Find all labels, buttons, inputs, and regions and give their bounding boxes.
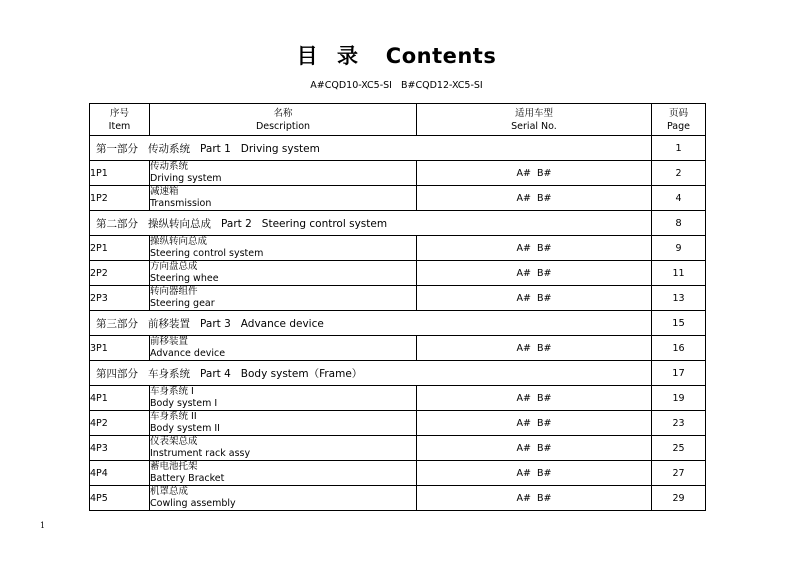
description-cn: 方向盘总成 [150,261,198,272]
page-ref: 15 [652,311,706,336]
header-item-en: Item [108,120,131,132]
page-ref: 27 [652,461,706,486]
serial-no: A# B# [417,336,652,361]
table-row[interactable] [90,236,706,261]
page-ref: 17 [652,361,706,386]
description-en: Instrument rack assy [150,448,251,459]
part-heading-row[interactable] [90,136,706,161]
description-en: Cowling assembly [150,498,236,509]
description-cn: 蓄电池托架 [150,461,198,472]
page-ref: 1 [652,136,706,161]
item-code: 2P2 [90,261,150,286]
table-row[interactable] [90,386,706,411]
serial-no: A# B# [417,486,652,511]
description-en: Body system II [150,423,220,434]
description-cn: 仪表架总成 [150,436,198,447]
description-cn: 传动系统 [150,161,189,172]
page-ref: 29 [652,486,706,511]
page-ref: 11 [652,261,706,286]
description-en: Steering gear [150,298,215,309]
table-row[interactable] [90,161,706,186]
description-en: Driving system [150,173,222,184]
header-item-cn: 序号 [109,107,129,119]
item-description [150,436,417,461]
serial-no: A# B# [417,236,652,261]
page-ref: 2 [652,161,706,186]
header-description-cn: 名称 [273,107,293,119]
item-description [150,461,417,486]
header-serial [417,104,652,136]
page-ref: 19 [652,386,706,411]
table-header-row [90,104,706,136]
part-title: 第二部分 操纵转向总成 Part 2 Steering control system [90,211,652,236]
page-ref: 8 [652,211,706,236]
description-en: Transmission [150,198,212,209]
title-english: Contents [385,44,497,68]
part-title: 第四部分 车身系统 Part 4 Body system（Frame） [90,361,652,386]
serial-no: A# B# [417,411,652,436]
item-description [150,386,417,411]
part-heading-row[interactable] [90,361,706,386]
page-ref: 25 [652,436,706,461]
header-serial-cn: 适用车型 [514,107,553,119]
item-code: 1P1 [90,161,150,186]
header-description [150,104,417,136]
item-code: 2P3 [90,286,150,311]
table-row[interactable] [90,461,706,486]
description-cn: 减速箱 [150,186,179,197]
serial-no: A# B# [417,161,652,186]
item-description [150,486,417,511]
title-chinese: 目 录 [296,43,364,68]
table-row[interactable] [90,286,706,311]
page-title [0,40,793,70]
page-ref: 9 [652,236,706,261]
contents-table [89,103,706,511]
header-page-en: Page [667,120,690,132]
item-description [150,261,417,286]
item-description [150,411,417,436]
header-item [90,104,150,136]
serial-no: A# B# [417,286,652,311]
description-cn: 车身系统 II [150,411,197,422]
serial-no: A# B# [417,386,652,411]
serial-no: A# B# [417,261,652,286]
table-row[interactable] [90,486,706,511]
item-description [150,286,417,311]
table-row[interactable] [90,436,706,461]
description-cn: 车身系统 I [150,386,194,397]
header-page [652,104,706,136]
contents-table-body [90,136,706,511]
page-ref: 13 [652,286,706,311]
description-cn: 前移装置 [150,336,189,347]
description-en: Steering whee [150,273,219,284]
item-code: 3P1 [90,336,150,361]
page-ref: 4 [652,186,706,211]
part-heading-row[interactable] [90,211,706,236]
description-en: Battery Bracket [150,473,225,484]
header-page-cn: 页码 [668,107,688,119]
part-title: 第一部分 传动系统 Part 1 Driving system [90,136,652,161]
description-cn: 机罩总成 [150,486,189,497]
description-cn: 操纵转向总成 [150,236,208,247]
item-description [150,336,417,361]
item-code: 1P2 [90,186,150,211]
item-code: 4P5 [90,486,150,511]
description-en: Steering control system [150,248,264,259]
part-heading-row[interactable] [90,311,706,336]
page-ref: 16 [652,336,706,361]
item-code: 4P3 [90,436,150,461]
item-code: 4P1 [90,386,150,411]
header-serial-en: Serial No. [511,120,557,132]
item-description [150,186,417,211]
item-description [150,161,417,186]
item-code: 4P2 [90,411,150,436]
table-row[interactable] [90,261,706,286]
serial-no: A# B# [417,461,652,486]
description-en: Advance device [150,348,226,359]
item-code: 4P4 [90,461,150,486]
table-row[interactable] [90,411,706,436]
item-code: 2P1 [90,236,150,261]
description-en: Body system I [150,398,218,409]
page-ref: 23 [652,411,706,436]
table-row[interactable] [90,336,706,361]
header-description-en: Description [255,120,311,132]
item-description [150,236,417,261]
description-cn: 转向器组件 [150,286,198,297]
serial-no: A# B# [417,436,652,461]
page-number: 1 [40,521,46,530]
part-title: 第三部分 前移装置 Part 3 Advance device [90,311,652,336]
model-subtitle: A#CQD10-XC5-SI B#CQD12-XC5-SI [310,80,483,91]
table-row[interactable] [90,186,706,211]
serial-no: A# B# [417,186,652,211]
